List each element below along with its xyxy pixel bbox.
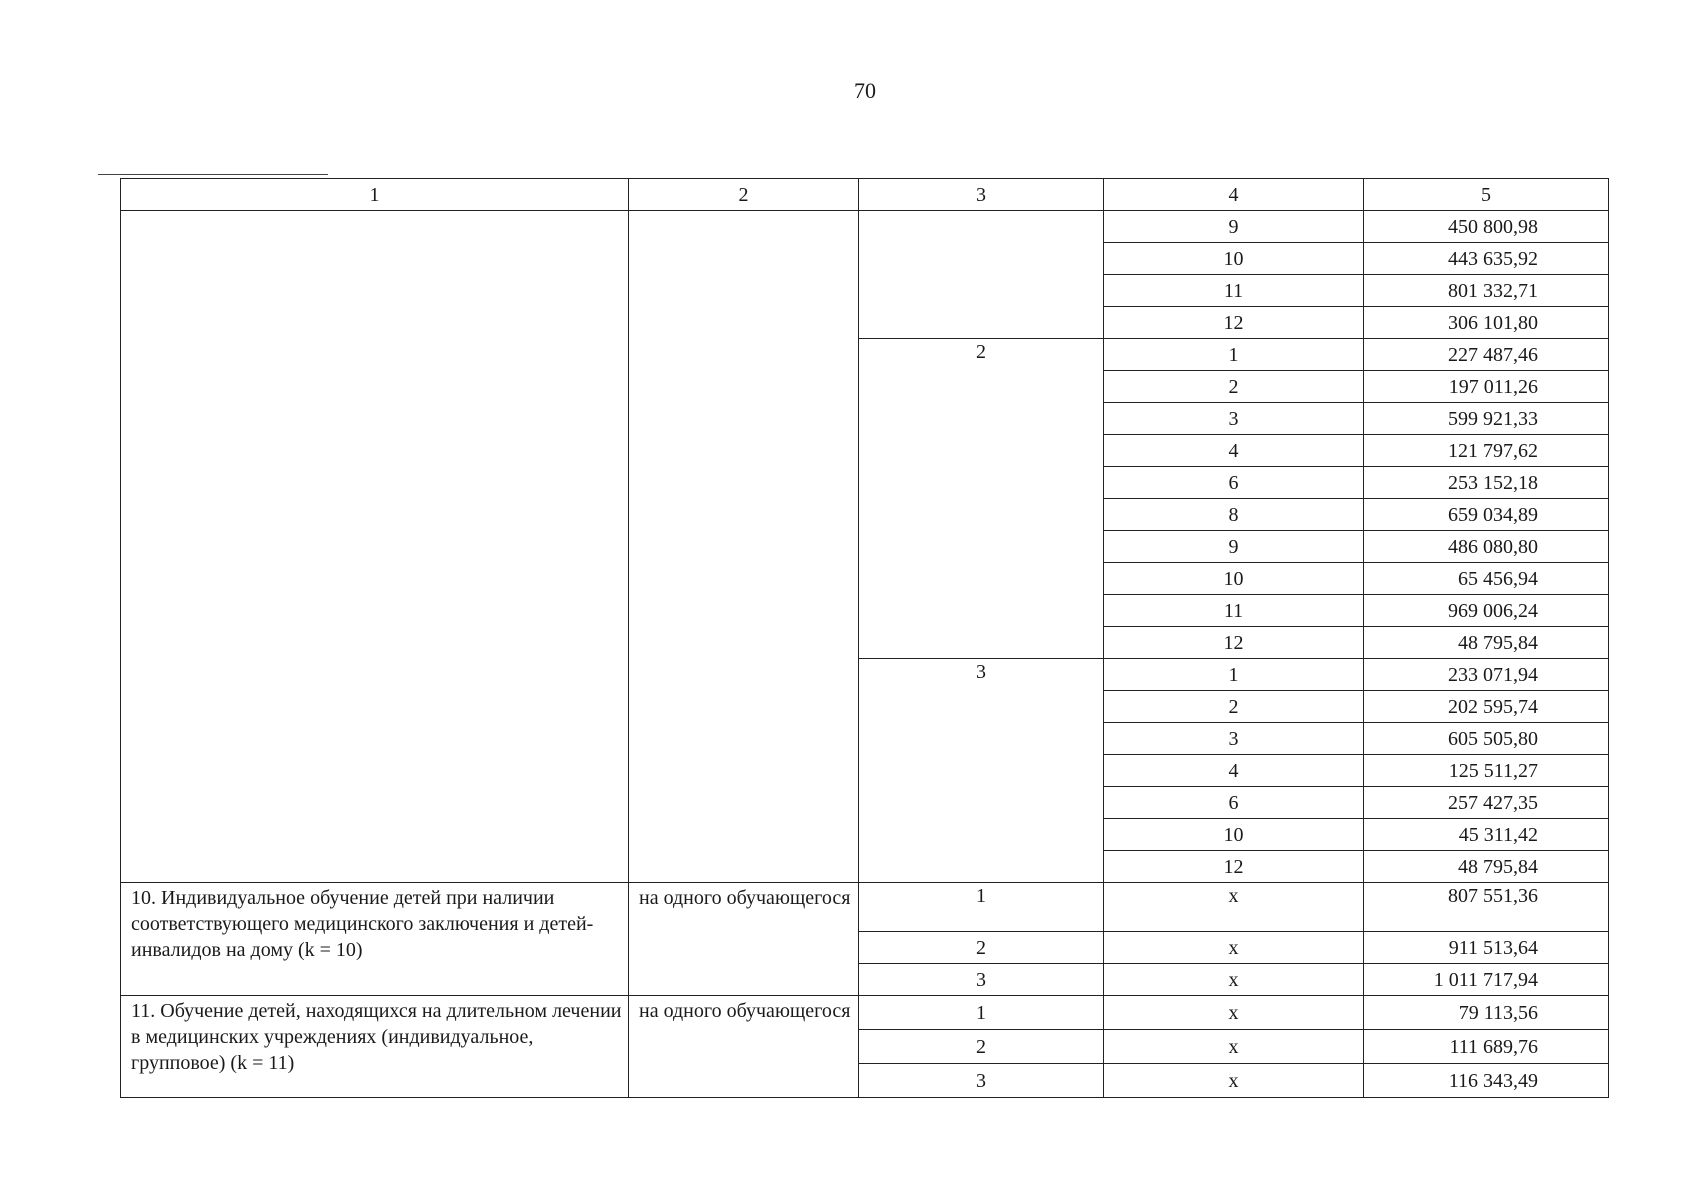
value-cell: 111 689,76 <box>1364 1030 1609 1064</box>
col4-cell: 10 <box>1104 563 1364 595</box>
value-cell: 450 800,98 <box>1364 211 1609 243</box>
value-cell: 253 152,18 <box>1364 467 1609 499</box>
value-cell: 486 080,80 <box>1364 531 1609 563</box>
header-cell: 3 <box>859 179 1104 211</box>
col4-cell: х <box>1104 883 1364 932</box>
col4-cell: х <box>1104 1030 1364 1064</box>
value-cell: 969 006,24 <box>1364 595 1609 627</box>
page-number: 70 <box>854 78 876 103</box>
value-cell: 443 635,92 <box>1364 243 1609 275</box>
value-cell: 48 795,84 <box>1364 851 1609 883</box>
col3-cell: 1 <box>859 996 1104 1030</box>
col4-cell: 10 <box>1104 243 1364 275</box>
value-cell: 197 011,26 <box>1364 371 1609 403</box>
header-row <box>121 179 1609 211</box>
col4-cell: 6 <box>1104 467 1364 499</box>
col4-cell: 11 <box>1104 275 1364 307</box>
col3-cell: 3 <box>859 964 1104 996</box>
section10-unit: на одного обучающегося <box>629 883 859 996</box>
header-cell: 2 <box>629 179 859 211</box>
col4-cell: 9 <box>1104 211 1364 243</box>
col4-cell: 2 <box>1104 371 1364 403</box>
col4-cell: х <box>1104 996 1364 1030</box>
value-cell: 65 456,94 <box>1364 563 1609 595</box>
col3-cell: 2 <box>859 339 1104 659</box>
col4-cell: х <box>1104 964 1364 996</box>
col3-cell: 2 <box>859 1030 1104 1064</box>
col4-cell: 12 <box>1104 851 1364 883</box>
col4-cell: 4 <box>1104 435 1364 467</box>
col4-cell: 12 <box>1104 307 1364 339</box>
col3-cell: 2 <box>859 932 1104 964</box>
value-cell: 257 427,35 <box>1364 787 1609 819</box>
value-cell: 121 797,62 <box>1364 435 1609 467</box>
col4-cell: 3 <box>1104 723 1364 755</box>
col3-cell: 3 <box>859 659 1104 883</box>
continued-unit-cell <box>629 211 859 883</box>
section11-unit: на одного обучающегося <box>629 996 859 1098</box>
col4-cell: 4 <box>1104 755 1364 787</box>
table-row <box>121 883 1609 932</box>
col3-cell: 3 <box>859 1064 1104 1098</box>
value-cell: 202 595,74 <box>1364 691 1609 723</box>
col4-cell: х <box>1104 1064 1364 1098</box>
value-cell: 911 513,64 <box>1364 932 1609 964</box>
value-cell: 306 101,80 <box>1364 307 1609 339</box>
value-cell: 807 551,36 <box>1364 883 1609 932</box>
value-cell: 48 795,84 <box>1364 627 1609 659</box>
value-cell: 79 113,56 <box>1364 996 1609 1030</box>
col4-cell: х <box>1104 932 1364 964</box>
col4-cell: 9 <box>1104 531 1364 563</box>
section11-description: 11. Обучение детей, находящихся на длительном лечении в медицинских учреждениях (индивидуальное, групповое) (k = 11) <box>121 996 629 1098</box>
col4-cell: 8 <box>1104 499 1364 531</box>
value-cell: 605 505,80 <box>1364 723 1609 755</box>
col4-cell: 3 <box>1104 403 1364 435</box>
section10-description: 10. Индивидуальное обучение детей при наличии соответствующего медицинского заключения и детей-инвалидов на дому (k = 10) <box>121 883 629 996</box>
page-edge-line <box>98 174 328 175</box>
col3-cell <box>859 211 1104 339</box>
value-cell: 801 332,71 <box>1364 275 1609 307</box>
col4-cell: 10 <box>1104 819 1364 851</box>
value-cell: 599 921,33 <box>1364 403 1609 435</box>
value-cell: 227 487,46 <box>1364 339 1609 371</box>
table-row <box>121 996 1609 1030</box>
continued-description-cell <box>121 211 629 883</box>
header-cell: 1 <box>121 179 629 211</box>
col4-cell: 1 <box>1104 659 1364 691</box>
col4-cell: 12 <box>1104 627 1364 659</box>
value-cell: 233 071,94 <box>1364 659 1609 691</box>
col4-cell: 1 <box>1104 339 1364 371</box>
value-cell: 1 011 717,94 <box>1364 964 1609 996</box>
header-cell: 5 <box>1364 179 1609 211</box>
table-row <box>121 211 1609 243</box>
col4-cell: 2 <box>1104 691 1364 723</box>
header-cell: 4 <box>1104 179 1364 211</box>
value-cell: 659 034,89 <box>1364 499 1609 531</box>
col4-cell: 11 <box>1104 595 1364 627</box>
tariff-table <box>120 178 1609 1098</box>
value-cell: 116 343,49 <box>1364 1064 1609 1098</box>
value-cell: 45 311,42 <box>1364 819 1609 851</box>
col4-cell: 6 <box>1104 787 1364 819</box>
value-cell: 125 511,27 <box>1364 755 1609 787</box>
col3-cell: 1 <box>859 883 1104 932</box>
